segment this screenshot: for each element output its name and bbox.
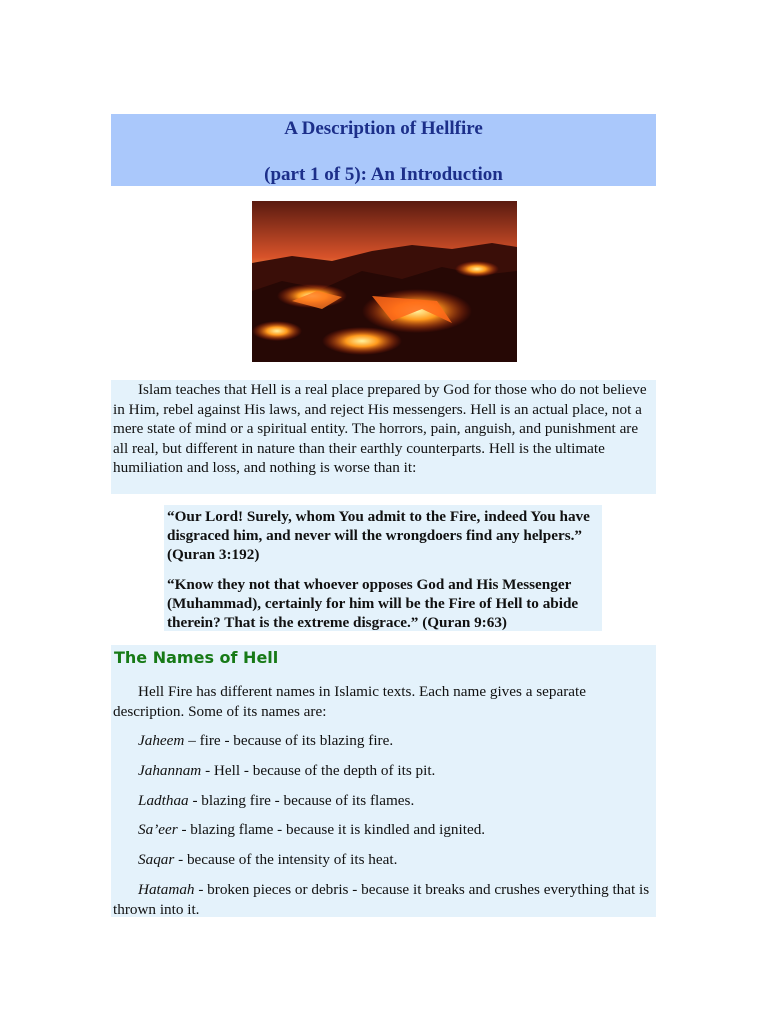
name-item [138,820,652,840]
quran-quotes [164,505,602,631]
name-item [138,731,652,751]
name-desc: - blazing flame - because it is kindled and ignited. [177,821,486,838]
names-heading: The Names of Hell [114,648,279,667]
name-term: Hatamah [138,881,195,898]
quote-3-192: “Our Lord! Surely, whom You admit to the Fire, indeed You have disgraced him, and never will the wrongdoers find any helpers.” (Quran 3:192) [167,508,590,564]
name-desc: - blazing fire - because of its flames. [188,792,415,809]
name-item [138,761,652,781]
intro-box [111,380,656,494]
name-term: Ladthaa [138,792,189,809]
name-item [113,880,654,919]
name-term: Jahannam [138,762,202,779]
name-desc: – fire - because of its blazing fire. [184,732,394,749]
name-item [138,791,652,811]
name-term: Jaheem [138,732,185,749]
title-line-2: (part 1 of 5): An Introduction [264,164,503,185]
intro-paragraph: Islam teaches that Hell is a real place prepared by God for those who do not believe in Him, rebel against His laws, and reject His messengers. Hell is an actual place, not a mere state of mind or a spiritual entity. The horrors, pain, anguish, and punishment are all real, but different in nature than their earthly counterparts. Hell is the ultimate humiliation and loss, and nothing is worse than it: [113,381,647,477]
name-desc: - Hell - because of the depth of its pit. [201,762,436,779]
title-line-1: A Description of Hellfire [284,118,483,139]
name-term: Sa’eer [138,821,178,838]
name-desc: - because of the intensity of its heat. [174,851,398,868]
title-banner [111,114,656,186]
name-desc: - broken pieces or debris - because it breaks and crushes everything that is thrown into it. [113,881,650,918]
names-section [111,645,656,917]
quote-9-63: “Know they not that whoever opposes God and His Messenger (Muhammad), certainly for him will be the Fire of Hell to abide therein? That is the extreme disgrace.” (Quran 9:63) [167,576,579,632]
name-term: Saqar [138,851,175,868]
name-item [138,850,652,870]
names-intro: Hell Fire has different names in Islamic texts. Each name gives a separate description. Some of its names are: [113,683,587,720]
lava-image [252,201,517,362]
